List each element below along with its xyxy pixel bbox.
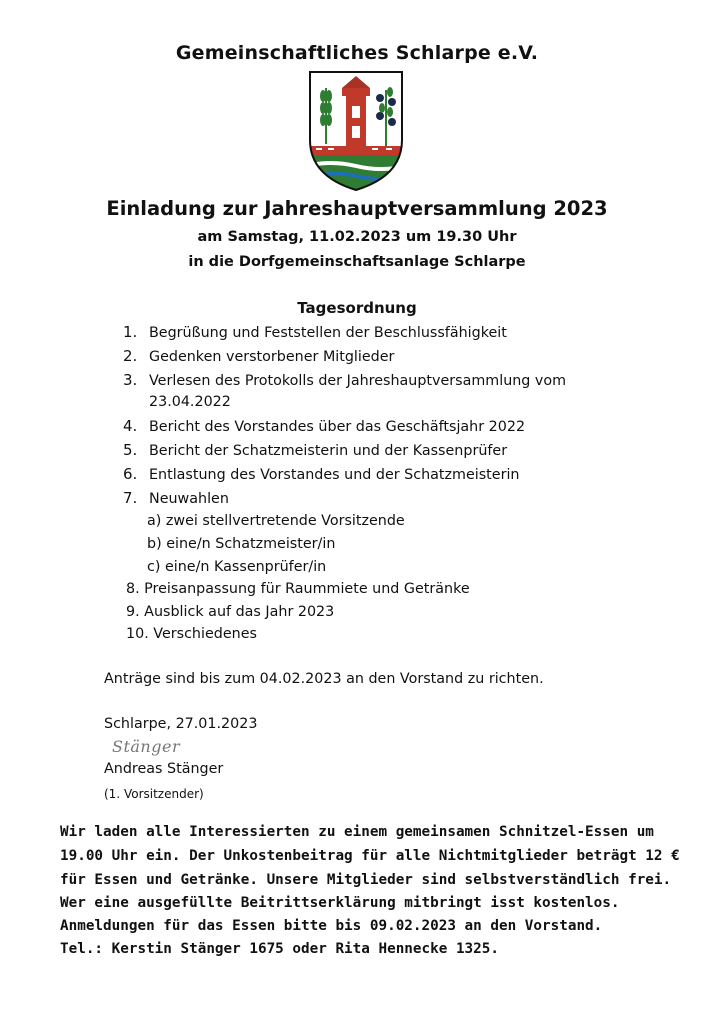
handwritten-signature: Stänger — [112, 737, 181, 756]
agenda-item: 4. Bericht des Vorstandes über das Geschäftsjahr 2022 — [123, 417, 526, 435]
organization-title: Gemeinschaftliches Schlarpe e.V. — [175, 42, 539, 64]
agenda-subitem: b) eine/n Schatzmeister/in — [147, 536, 336, 552]
signer-name: Andreas Stänger — [104, 761, 224, 777]
notice-line: Anmeldungen für das Essen bitte bis 09.02.2023 an den Vorstand. — [60, 918, 603, 934]
agenda-heading: Tagesordnung — [297, 299, 417, 317]
agenda-item: 10. Verschiedenes — [126, 626, 257, 642]
agenda-item: 2. Gedenken verstorbener Mitglieder — [123, 347, 395, 365]
invitation-date: am Samstag, 11.02.2023 um 19.30 Uhr — [197, 229, 517, 245]
notice-line: 19.00 Uhr ein. Der Unkostenbeitrag für alle Nichtmitglieder beträgt 12 € — [60, 848, 680, 864]
agenda-item: 5. Bericht der Schatzmeisterin und der Kassenprüfer — [123, 441, 508, 459]
agenda-item: 8. Preisanpassung für Raummiete und Getränke — [126, 581, 470, 597]
invitation-location: in die Dorfgemeinschaftsanlage Schlarpe — [188, 254, 526, 270]
coat-of-arms-icon — [306, 68, 406, 194]
place-date: Schlarpe, 27.01.2023 — [104, 716, 258, 732]
notice-line: für Essen und Getränke. Unsere Mitglieder sind selbstverständlich frei. — [60, 872, 672, 888]
agenda-item-continuation: 23.04.2022 — [149, 394, 231, 410]
notice-line: Tel.: Kerstin Stänger 1675 oder Rita Hennecke 1325. — [60, 941, 499, 957]
agenda-subitem: c) eine/n Kassenprüfer/in — [147, 559, 327, 575]
notice-line: Wer eine ausgefüllte Beitrittserklärung mitbringt isst kostenlos. — [60, 895, 620, 911]
invitation-title: Einladung zur Jahreshauptversammlung 2023 — [106, 197, 608, 220]
agenda-item: 3. Verlesen des Protokolls der Jahreshauptversammlung vom — [123, 371, 567, 389]
motions-deadline: Anträge sind bis zum 04.02.2023 an den Vorstand zu richten. — [104, 671, 544, 687]
notice-line: Wir laden alle Interessierten zu einem gemeinsamen Schnitzel-Essen um — [60, 824, 654, 840]
signer-role: (1. Vorsitzender) — [104, 787, 204, 801]
agenda-item: 9. Ausblick auf das Jahr 2023 — [126, 604, 335, 620]
agenda-item: 1. Begrüßung und Feststellen der Beschlussfähigkeit — [123, 323, 507, 341]
agenda-item: 6. Entlastung des Vorstandes und der Schatzmeisterin — [123, 465, 520, 483]
agenda-item: 7. Neuwahlen — [123, 489, 229, 507]
agenda-subitem: a) zwei stellvertretende Vorsitzende — [147, 513, 405, 529]
